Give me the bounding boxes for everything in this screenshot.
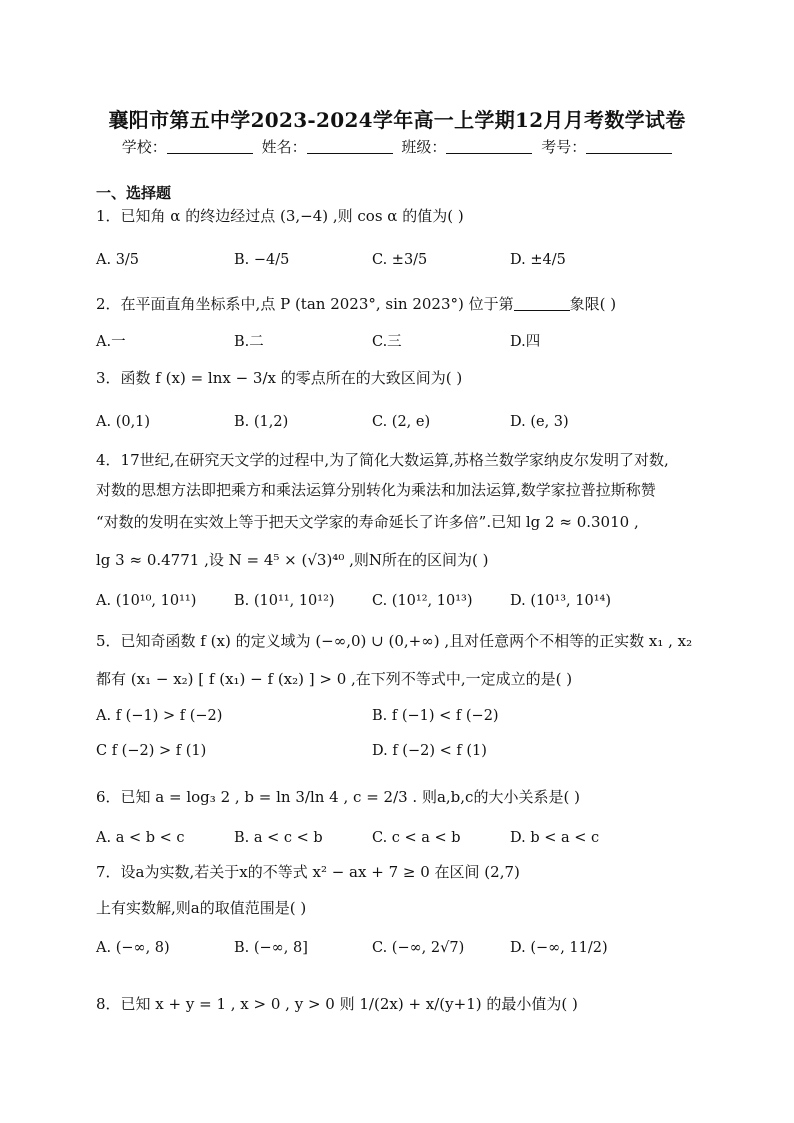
q2-option-d: D.四 (510, 334, 541, 350)
q4-option-b: B. (10¹¹, 10¹²) (234, 593, 335, 609)
q6-option-d: D. b < a < c (510, 830, 600, 846)
question-3-stem: 3．函数 f (x) = lnx − 3/x 的零点所在的大致区间为( ) (96, 369, 463, 387)
question-7-line-1: 7．设a为实数,若关于x的不等式 x² − ax + 7 ≥ 0 在区间 (2,7) (96, 863, 520, 881)
q4-option-a: A. (10¹⁰, 10¹¹) (96, 593, 197, 609)
q6-option-b: B. a < c < b (234, 830, 323, 846)
q3-option-c: C. (2, e) (372, 414, 431, 430)
q2-option-b: B.二 (234, 334, 264, 350)
q1-option-c: C. ±3/5 (372, 252, 428, 268)
q1-option-a: A. 3/5 (96, 252, 140, 268)
student-info-line (0, 136, 794, 157)
school-blank[interactable] (167, 139, 253, 154)
class-label: 班级： (401, 138, 447, 156)
q2-stem-pre: 2．在平面直角坐标系中,点 P (tan 2023°, sin 2023°) 位于第 (96, 295, 514, 313)
q7-option-a: A. (−∞, 8) (96, 940, 170, 956)
question-4-line-3: “对数的发明在实效上等于把天文学家的寿命延长了许多倍”.已知 lg 2 ≈ 0.3010 , (96, 513, 639, 531)
q3-option-b: B. (1,2) (234, 414, 289, 430)
q6-option-c: C. c < a < b (372, 830, 461, 846)
section-heading: 一、选择题 (96, 184, 172, 202)
exam-no-label: 考号： (541, 138, 587, 156)
q7-option-c: C. (−∞, 2√7) (372, 940, 465, 956)
name-label: 姓名： (261, 138, 307, 156)
class-blank[interactable] (446, 139, 532, 154)
question-5-line-2: 都有 (x₁ − x₂) [ f (x₁) − f (x₂) ] > 0 ,在下列不等式中,一定成立的是( ) (96, 670, 573, 688)
q1-option-b: B. −4/5 (234, 252, 290, 268)
q5-option-c: C f (−2) > f (1) (96, 743, 207, 759)
exam-no-blank[interactable] (586, 139, 672, 154)
question-4-line-2: 对数的思想方法即把乘方和乘法运算分别转化为乘法和加法运算,数学家拉普拉斯称赞 (96, 481, 656, 499)
q4-option-d: D. (10¹³, 10¹⁴) (510, 593, 612, 609)
q1-option-d: D. ±4/5 (510, 252, 566, 268)
question-1-stem: 1．已知角 α 的终边经过点 (3,−4) ,则 cos α 的值为( ) (96, 207, 464, 225)
question-4-line-1: 4．17世纪,在研究天文学的过程中,为了简化大数运算,苏格兰数学家纳皮尔发明了对数, (96, 451, 669, 469)
q2-answer-blank (514, 296, 570, 311)
q5-option-a: A. f (−1) > f (−2) (96, 708, 223, 724)
q7-option-b: B. (−∞, 8] (234, 940, 308, 956)
question-2-stem (96, 294, 706, 314)
q2-option-c: C.三 (372, 334, 402, 350)
name-blank[interactable] (307, 139, 393, 154)
q4-option-c: C. (10¹², 10¹³) (372, 593, 473, 609)
q3-option-a: A. (0,1) (96, 414, 151, 430)
q7-option-d: D. (−∞, 11/2) (510, 940, 608, 956)
q6-option-a: A. a < b < c (96, 830, 185, 846)
question-6-stem: 6．已知 a = log₃ 2 , b = ln 3/ln 4 , c = 2/3 . 则a,b,c的大小关系是( ) (96, 788, 580, 806)
question-8-stem: 8．已知 x + y = 1 , x > 0 , y > 0 则 1/(2x) + x/(y+1) 的最小值为( ) (96, 995, 578, 1013)
q5-option-d: D. f (−2) < f (1) (372, 743, 487, 759)
exam-title: 襄阳市第五中学2023-2024学年高一上学期12月月考数学试卷 (108, 108, 686, 132)
question-5-line-1: 5．已知奇函数 f (x) 的定义域为 (−∞,0) ∪ (0,+∞) ,且对任意两个不相等的正实数 x₁ , x₂ (96, 632, 693, 650)
q3-option-d: D. (e, 3) (510, 414, 569, 430)
q5-option-b: B. f (−1) < f (−2) (372, 708, 499, 724)
q2-stem-post: 象限( ) (569, 295, 617, 313)
school-label: 学校： (121, 138, 167, 156)
question-7-line-2: 上有实数解,则a的取值范围是( ) (96, 899, 307, 917)
q2-option-a: A.一 (96, 334, 126, 350)
question-4-line-4: lg 3 ≈ 0.4771 ,设 N = 4⁵ × (√3)⁴⁰ ,则N所在的区间为( ) (96, 551, 489, 569)
